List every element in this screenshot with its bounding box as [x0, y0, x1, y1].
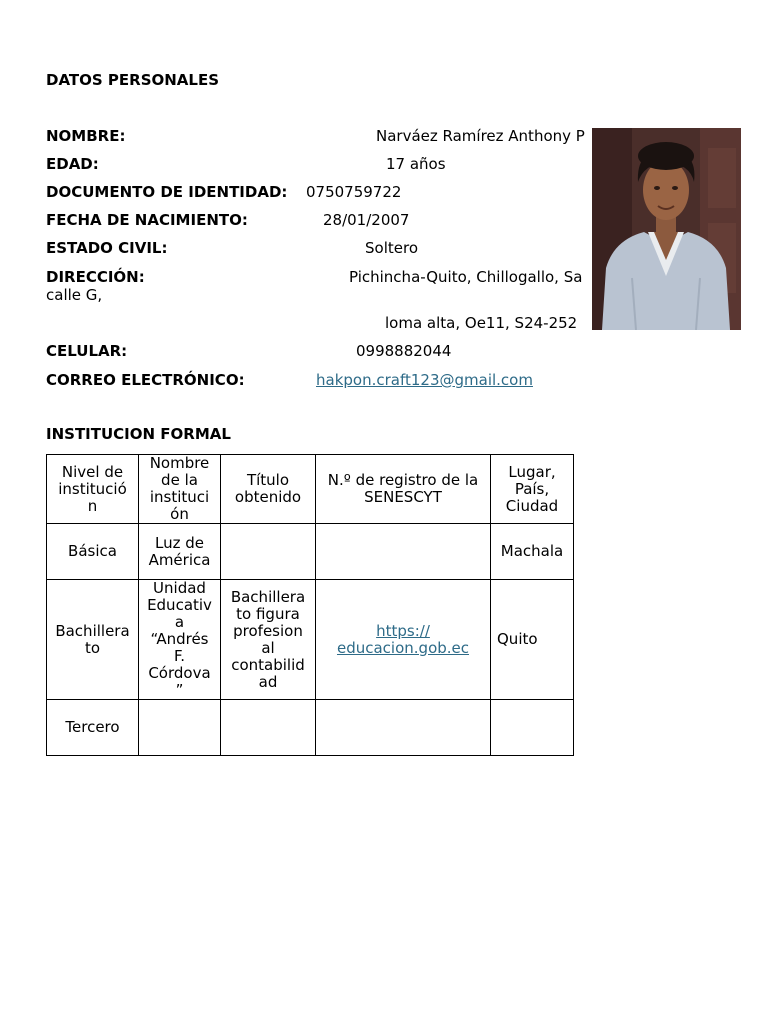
- celular-value: 0998882044: [356, 342, 452, 360]
- edad-label: EDAD:: [46, 155, 99, 173]
- direccion-label: DIRECCIÓN:: [46, 268, 145, 286]
- header-titulo: Título obtenido: [221, 455, 316, 524]
- cell-nombre: Unidad Educativ a “Andrés F. Córdova ”: [139, 580, 221, 700]
- table-row: [47, 524, 574, 580]
- correo-label: CORREO ELECTRÓNICO:: [46, 371, 245, 389]
- cell-registro: [316, 580, 491, 700]
- table-header-row: [47, 455, 574, 524]
- cell-titulo: Bachillera to figura profesion al contabilid ad: [221, 580, 316, 700]
- header-nivel: Nivel de institució n: [47, 455, 139, 524]
- fecha-nacimiento-value: 28/01/2007: [323, 211, 410, 229]
- direccion-line-2: calle G,: [46, 286, 103, 304]
- direccion-line-3: loma alta, Oe11, S24-252: [385, 314, 578, 332]
- header-nombre: Nombre de la instituci ón: [139, 455, 221, 524]
- cell-nombre: Luz de América: [139, 524, 221, 580]
- documento-value: 0750759722: [306, 183, 402, 201]
- email-link[interactable]: hakpon.craft123@gmail.com: [316, 371, 533, 389]
- cell-lugar: [491, 700, 574, 756]
- fecha-nacimiento-label: FECHA DE NACIMIENTO:: [46, 211, 248, 229]
- cell-titulo: [221, 700, 316, 756]
- estado-civil-value: Soltero: [365, 239, 418, 257]
- senescyt-link[interactable]: https:// educacion.gob.ec: [336, 621, 470, 657]
- cell-registro: [316, 700, 491, 756]
- table-row: [47, 580, 574, 700]
- cell-registro: [316, 524, 491, 580]
- cell-nivel: Bachillera to: [47, 580, 139, 700]
- section-heading-personal: DATOS PERSONALES: [46, 71, 220, 89]
- cell-lugar: Machala: [491, 524, 574, 580]
- estado-civil-label: ESTADO CIVIL:: [46, 239, 168, 257]
- header-lugar: Lugar, País, Ciudad: [491, 455, 574, 524]
- celular-label: CELULAR:: [46, 342, 128, 360]
- cell-nivel: Tercero: [47, 700, 139, 756]
- cell-titulo: [221, 524, 316, 580]
- header-registro: N.º de registro de la SENESCYT: [316, 455, 491, 524]
- direccion-line-1: Pichincha-Quito, Chillogallo, Sa: [349, 268, 583, 286]
- cell-lugar: Quito: [491, 580, 574, 700]
- cell-nivel: Básica: [47, 524, 139, 580]
- nombre-label: NOMBRE:: [46, 127, 126, 145]
- documento-label: DOCUMENTO DE IDENTIDAD:: [46, 183, 288, 201]
- table-row: [47, 700, 574, 756]
- edad-value: 17 años: [386, 155, 446, 173]
- section-heading-education: INSTITUCION FORMAL: [46, 425, 231, 443]
- cell-nombre: [139, 700, 221, 756]
- education-table: [46, 454, 574, 756]
- nombre-value: Narváez Ramírez Anthony P: [376, 127, 585, 145]
- profile-photo: [592, 128, 741, 330]
